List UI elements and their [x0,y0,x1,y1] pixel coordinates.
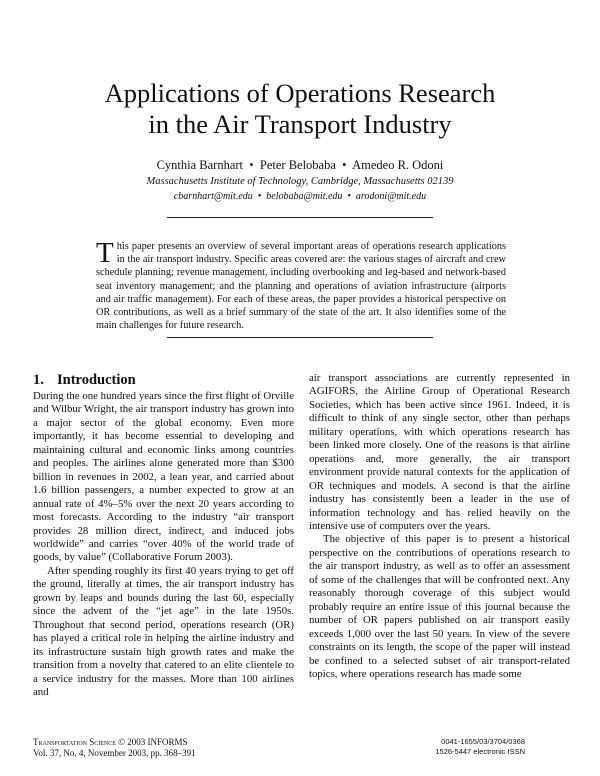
journal-footer [33,737,196,759]
intro-paragraph-2-continued: air transport associations are currently represented in AGIFORS, the Airline Group of Operational Research Societies, which has been active since 1961. Indeed, it is difficult to think of any single sector, other than perhaps military operations, with which operations research has been linked more closely. One of the reasons is that airline operations and, more generally, the air transport environment provide natural contexts for the application of OR techniques and models. A second is that the airline industry has consistently been a leader in the use of information technology and has relied heavily on the intensive use of computers over the years. [309,372,570,532]
intro-paragraph-1: During the one hundred years since the first flight of Orville and Wilbur Wright, the air transport industry has grown into a major sector of the global economy. Even more importantly, it has become essential to developing and maintaining cultural and economic links among countries and peoples. The airlines alone generated more than $300 billion in revenues in 2002, a lean year, and carried about 1.6 billion passengers, a number expected to grow at an annual rate of 4%–5% over the next 20 years according to most forecasts. According to the industry “air transport provides 28 million direct, indirect, and induced jobs worldwide” and carries “over 40% of the world trade of goods, by value” (Collaborative Forum 2003). [33,390,294,564]
section-number: 1. [33,372,44,388]
author-list: Cynthia Barnhart • Peter Belobaba • Amedeo R. Odoni [156,158,444,172]
abstract [96,237,506,332]
section-title: Introduction [57,372,136,388]
journal-name: Transportation Science [33,737,116,747]
copyright: © 2003 INFORMS [118,737,188,747]
right-column [309,372,570,681]
issn-electronic: 1526-5447 electronic ISSN [435,747,525,756]
abstract-bottom-rule [167,337,433,338]
intro-paragraph-3: The objective of this paper is to present a historical perspective on the contributions of operations research to the air transport industry, as well as to offer an assessment of some of the challenges that will be confronted next. Any reasonably thorough coverage of this subject would probably require an entire issue of this journal because the number of OR papers published on air transport easily exceeds 1,000 over the last 50 years. In view of the severe constraints on its length, the scope of the paper will instead be confined to a selected subset of air transport-related topics, where operations research has made some [309,533,570,680]
volume-info: Vol. 37, No. 4, November 2003, pp. 368–391 [33,748,196,758]
left-column [33,372,294,699]
intro-paragraph-2: After spending roughly its first 40 years trying to get off the ground, literally at times, the air transport industry has grown by leaps and bounds during the last 60, especially since the advent of the “jet age” in the late 1950s. Throughout that second period, operations research (OR) has played a critical role in helping the airline industry and its infrastructure sustain high growth rates and make the transition from a novelty that catered to an elite clientele to a service industry for the masses. More than 100 airlines and [33,564,294,698]
abstract-text: his paper presents an overview of several important areas of operations research applications in the air transport industry. Specific areas covered are: the various stages of aircraft and crew schedule planning; revenue management, including overbooking and leg-based and network-based seat inventory management; and the planning and operations of aviation infrastructure (airports and air traffic management). For each of these areas, the paper provides a historical perspective on OR contributions, as well as a brief summary of the state of the art. It also identifies some of the main challenges for future research. [96,241,506,332]
abstract-top-rule [167,217,433,218]
author-emails: cbarnhart@mit.edu • belobaba@mit.edu • arodoni@mit.edu [173,191,427,202]
abstract-dropcap: T [96,237,114,269]
paper-title [40,78,560,140]
title-line-1: Applications of Operations Research [104,77,496,108]
affiliation: Massachusetts Institute of Technology, Cambridge, Massachusetts 02139 [146,176,454,187]
section-heading [33,372,294,389]
issn-footer [435,737,525,757]
title-line-2: in the Air Transport Industry [148,108,452,139]
issn-print: 0041-1655/03/3704/0368 [441,737,525,746]
